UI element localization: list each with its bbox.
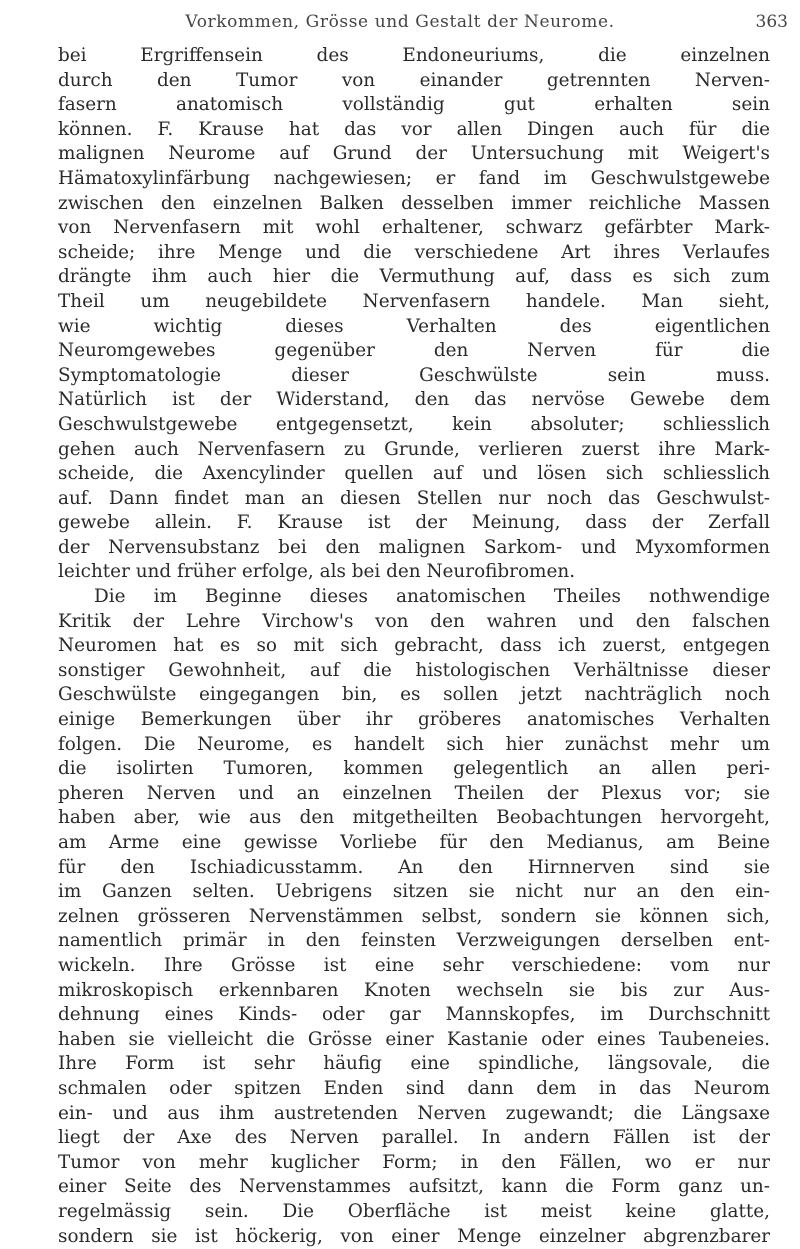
text-line: zelnen grösseren Nervenstämmen selbst, sondern sie können sich,: [58, 905, 770, 930]
text-line: dehnung eines Kinds- oder gar Mannskopfes, im Durchschnitt: [58, 1003, 770, 1028]
text-line: Tumor von mehr kuglicher Form; in den Fällen, wo er nur: [58, 1151, 770, 1176]
text-line: einer Seite des Nervenstammes aufsitzt, kann die Form ganz un-: [58, 1175, 770, 1200]
body-text: [58, 44, 770, 1249]
text-line: sondern sie ist höckerig, von einer Menge einzelner abgrenzbarer: [58, 1225, 770, 1249]
text-line: fasern anatomisch vollständig gut erhalten sein: [58, 93, 770, 118]
running-head: Vorkommen, Grösse und Gestalt der Neurome.: [60, 12, 740, 32]
text-line: Hämatoxylinfärbung nachgewiesen; er fand im Geschwulstgewebe: [58, 167, 770, 192]
text-line: Geschwülste eingegangen bin, es sollen jetzt nachträglich noch: [58, 683, 770, 708]
text-line: Ihre Form ist sehr häufig eine spindliche, längsovale, die: [58, 1052, 770, 1077]
text-line: scheide, die Axencylinder quellen auf und lösen sich schliesslich: [58, 462, 770, 487]
text-line: wickeln. Ihre Grösse ist eine sehr verschiedene: vom nur: [58, 954, 770, 979]
text-line: gehen auch Nervenfasern zu Grunde, verlieren zuerst ihre Mark-: [58, 438, 770, 463]
text-line: scheide; ihre Menge und die verschiedene Art ihres Verlaufes: [58, 241, 770, 266]
text-line: Neuromen hat es so mit sich gebracht, dass ich zuerst, entgegen: [58, 634, 770, 659]
text-line: Natürlich ist der Widerstand, den das nervöse Gewebe dem: [58, 388, 770, 413]
text-line: haben aber, wie aus den mitgetheilten Beobachtungen hervorgeht,: [58, 806, 770, 831]
text-line: Die im Beginne dieses anatomischen Theiles nothwendige: [58, 585, 770, 610]
text-line: malignen Neurome auf Grund der Untersuchung mit Weigert's: [58, 142, 770, 167]
text-line: die isolirten Tumoren, kommen gelegentlich an allen peri-: [58, 757, 770, 782]
text-line: Symptomatologie dieser Geschwülste sein muss.: [58, 364, 770, 389]
text-line: pheren Nerven und an einzelnen Theilen der Plexus vor; sie: [58, 782, 770, 807]
text-line: am Arme eine gewisse Vorliebe für den Medianus, am Beine: [58, 831, 770, 856]
text-line: bei Ergriffensein des Endoneuriums, die einzelnen: [58, 44, 770, 69]
text-line: drängte ihm auch hier die Vermuthung auf, dass es sich zum: [58, 265, 770, 290]
text-line: wie wichtig dieses Verhalten des eigentlichen: [58, 315, 770, 340]
text-line: einige Bemerkungen über ihr gröberes anatomisches Verhalten: [58, 708, 770, 733]
text-line: Geschwulstgewebe entgegensetzt, kein absoluter; schliesslich: [58, 413, 770, 438]
text-line: zwischen den einzelnen Balken desselben immer reichliche Massen: [58, 192, 770, 217]
text-line: von Nervenfasern mit wohl erhaltener, schwarz gefärbter Mark-: [58, 216, 770, 241]
text-line: regelmässig sein. Die Oberfläche ist meist keine glatte,: [58, 1200, 770, 1225]
text-line: auf. Dann findet man an diesen Stellen nur noch das Geschwulst-: [58, 487, 770, 512]
text-line: namentlich primär in den feinsten Verzweigungen derselben ent-: [58, 929, 770, 954]
text-line: schmalen oder spitzen Enden sind dann dem in das Neurom: [58, 1077, 770, 1102]
text-line: im Ganzen selten. Uebrigens sitzen sie nicht nur an den ein-: [58, 880, 770, 905]
text-line: folgen. Die Neurome, es handelt sich hier zunächst mehr um: [58, 733, 770, 758]
text-line: können. F. Krause hat das vor allen Dingen auch für die: [58, 118, 770, 143]
page-number: 363: [756, 12, 788, 32]
text-line: der Nervensubstanz bei den malignen Sarkom- und Myxomformen: [58, 536, 770, 561]
text-line: Theil um neugebildete Nervenfasern handele. Man sieht,: [58, 290, 770, 315]
text-line: haben sie vielleicht die Grösse einer Kastanie oder eines Taubeneies.: [58, 1028, 770, 1053]
text-line: durch den Tumor von einander getrennten Nerven-: [58, 69, 770, 94]
text-line: gewebe allein. F. Krause ist der Meinung, dass der Zerfall: [58, 511, 770, 536]
text-line: Neuromgewebes gegenüber den Nerven für die: [58, 339, 770, 364]
text-line: Kritik der Lehre Virchow's von den wahren und den falschen: [58, 610, 770, 635]
text-line: liegt der Axe des Nerven parallel. In andern Fällen ist der: [58, 1126, 770, 1151]
text-line: sonstiger Gewohnheit, auf die histologischen Verhältnisse dieser: [58, 659, 770, 684]
text-line: leichter und früher erfolge, als bei den Neurofibromen.: [58, 560, 770, 585]
page-header: [60, 10, 800, 36]
text-line: mikroskopisch erkennbaren Knoten wechseln sie bis zur Aus-: [58, 979, 770, 1004]
text-line: ein- und aus ihm austretenden Nerven zugewandt; die Längsaxe: [58, 1102, 770, 1127]
text-line: für den Ischiadicusstamm. An den Hirnnerven sind sie: [58, 856, 770, 881]
